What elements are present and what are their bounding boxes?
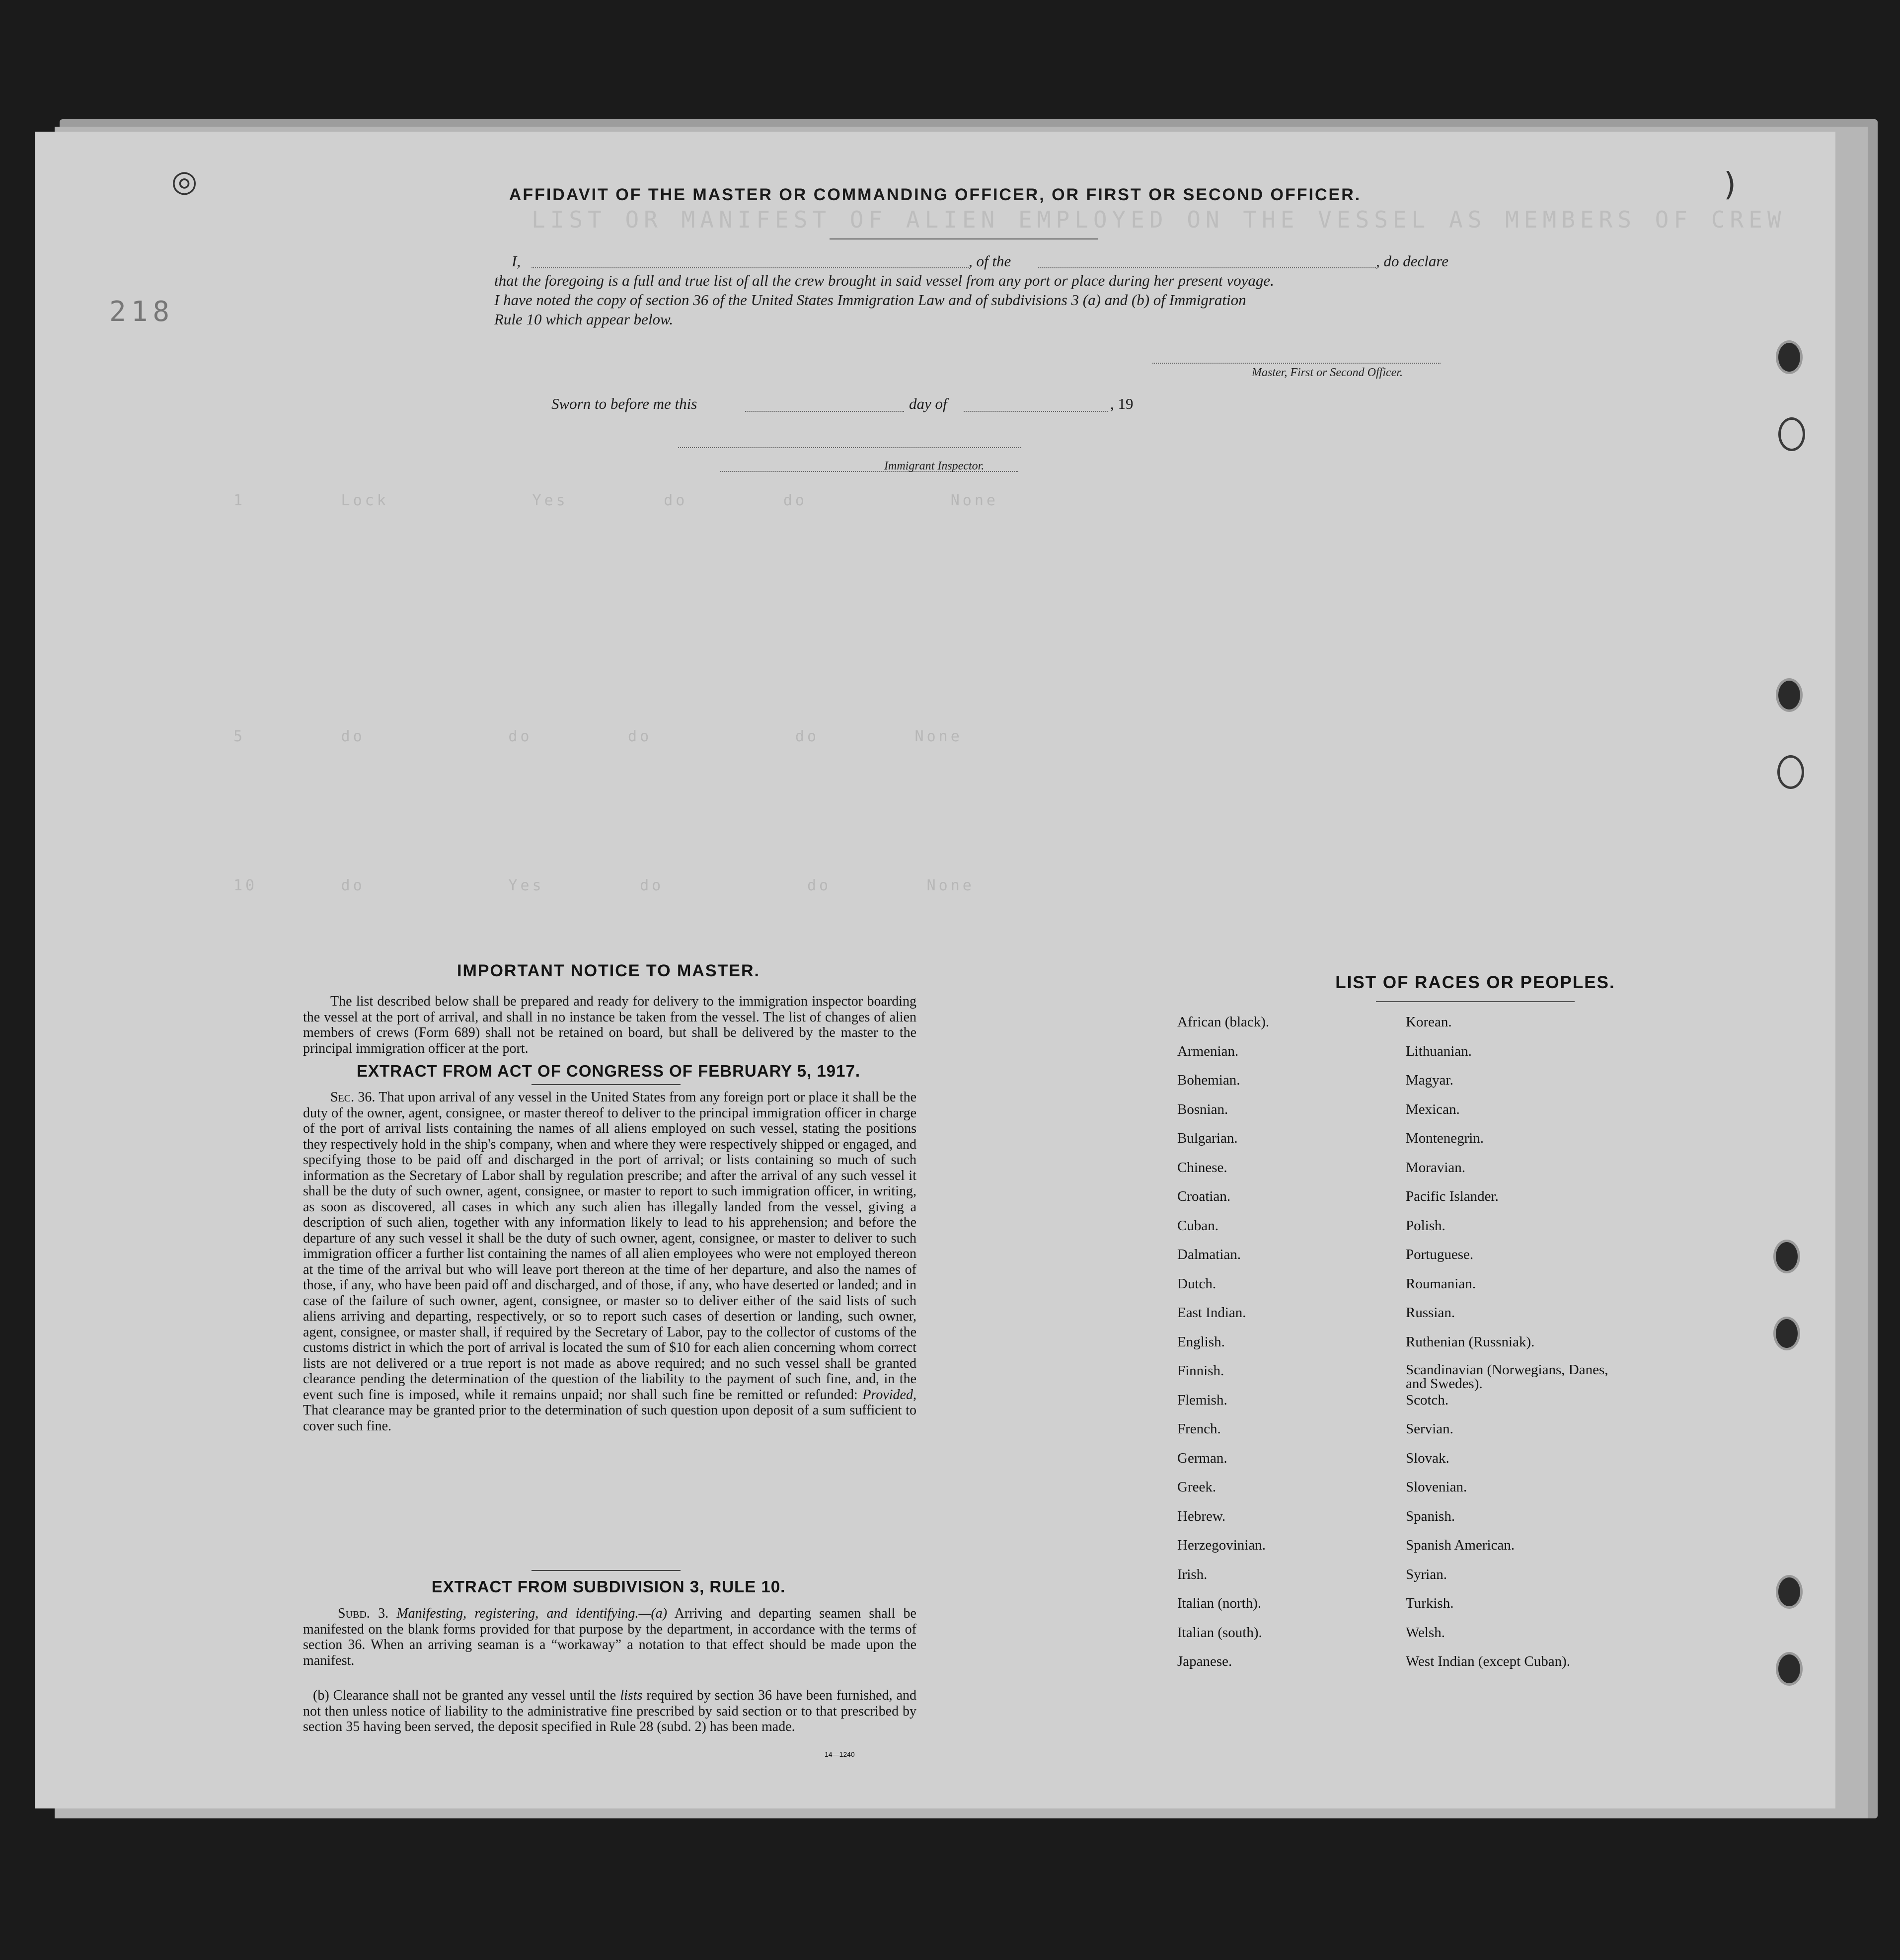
subd-a-text: Arriving and departing seamen shall be manifested on the blank forms provided for that purpose by the department, in accordance with the terms of section 36. When an arriving seaman is a “workaway” a notation to that effect should be made upon the manifest.: [303, 1606, 916, 1668]
race-item: Cuban.: [1177, 1217, 1218, 1234]
rule-title: EXTRACT FROM SUBDIVISION 3, RULE 10.: [431, 1577, 786, 1596]
bleed-through-row: 1 Lock Yes do do None: [233, 492, 998, 509]
race-item: Polish.: [1406, 1217, 1445, 1234]
paren-mark-icon: ): [1724, 166, 1736, 203]
affidavit-title: AFFIDAVIT OF THE MASTER OR COMMANDING OFFICER, OR FIRST OR SECOND OFFICER.: [509, 185, 1362, 204]
punch-ring-icon: ◎: [171, 164, 198, 199]
subd-label: Subd. 3.: [338, 1606, 389, 1621]
race-item: Russian.: [1406, 1305, 1455, 1321]
sec-36-text-b: That clearance may be granted prior to the determination of such question upon deposit of a sum sufficient to cover such fine.: [303, 1403, 916, 1434]
vessel-blank-line: [1038, 267, 1376, 268]
race-item: Scotch.: [1406, 1392, 1449, 1408]
inspector-label: Immigrant Inspector.: [884, 460, 985, 472]
master-signature-line: [1152, 363, 1441, 364]
race-item: Portuguese.: [1406, 1247, 1474, 1262]
subd-b-text: required by section 36 have been furnished, and not then unless notice of liability to the administrative fine prescribed by said section or to that prescribed by section 35 having been served, the deposit specified in Rule 28 (subd. 2) has been made.: [303, 1688, 917, 1734]
race-item: German.: [1177, 1450, 1227, 1466]
subd-b-prefix: (b) Clearance shall not be granted any vessel until the: [313, 1688, 616, 1703]
inspector-signature-line: [678, 447, 1021, 448]
act-section-36: [303, 1090, 916, 1434]
race-item: Chinese.: [1177, 1159, 1227, 1176]
master-signature-label: Master, First or Second Officer.: [1252, 366, 1403, 379]
subd-title: Manifesting, registering, and identifying.: [396, 1606, 639, 1621]
bleed-through-row: 10 do Yes do do None: [233, 877, 975, 894]
binder-hole: [1773, 1240, 1800, 1273]
race-item: Montenegrin.: [1406, 1130, 1484, 1146]
stamp-number: 218: [109, 296, 175, 328]
race-item: East Indian.: [1177, 1305, 1246, 1321]
race-item: Armenian.: [1177, 1043, 1239, 1059]
race-item: Italian (south).: [1177, 1624, 1262, 1641]
race-item: Moravian.: [1406, 1159, 1465, 1176]
notice-title: IMPORTANT NOTICE TO MASTER.: [457, 961, 760, 980]
races-left-column: [1177, 1014, 1269, 1683]
subd-3-b: [303, 1688, 916, 1735]
subd-3-a: [303, 1606, 916, 1668]
binder-hole: [1776, 1652, 1803, 1686]
subd-a-prefix: —(a): [638, 1606, 668, 1621]
binder-hole: [1778, 417, 1805, 451]
race-item: African (black).: [1177, 1014, 1270, 1030]
race-item: Magyar.: [1406, 1072, 1453, 1088]
race-item: English.: [1177, 1333, 1225, 1350]
race-item: Bohemian.: [1177, 1072, 1240, 1088]
affidavit-line-3: I have noted the copy of section 36 of the United States Immigration Law and of subdivisions 3 (a) and (b) of Immigration: [494, 291, 1246, 309]
section-rule: [532, 1084, 681, 1085]
race-item: Syrian.: [1406, 1566, 1447, 1582]
race-item: Hebrew.: [1177, 1508, 1226, 1524]
race-item: Mexican.: [1406, 1101, 1460, 1117]
sec-36-label: Sec. 36.: [330, 1090, 376, 1105]
race-item: French.: [1177, 1421, 1221, 1437]
race-item: Turkish.: [1406, 1595, 1454, 1611]
section-rule: [532, 1570, 681, 1571]
affidavit-line-4: Rule 10 which appear below.: [494, 311, 674, 328]
race-item: Irish.: [1177, 1566, 1208, 1582]
race-item: Slovak.: [1406, 1450, 1449, 1466]
races-title: LIST OF RACES OR PEOPLES.: [1335, 973, 1615, 992]
affidavit-i: I,: [512, 252, 521, 270]
form-number: 14—1240: [825, 1750, 855, 1758]
sworn-day-line: [745, 411, 904, 412]
race-item: Dutch.: [1177, 1275, 1216, 1292]
provided-text: Provided,: [862, 1387, 916, 1403]
race-item: West Indian (except Cuban).: [1406, 1653, 1571, 1669]
race-item: Slovenian.: [1406, 1479, 1467, 1495]
race-item: Scandinavian (Norwegians, Danes, and Swedes).: [1406, 1362, 1608, 1392]
affidavit-of-the: , of the: [969, 252, 1011, 270]
year-prefix: , 19: [1110, 395, 1134, 412]
race-item: Lithuanian.: [1406, 1043, 1472, 1059]
notice-text: The list described below shall be prepared and ready for delivery to the immigration inspector boarding the vessel at the port of arrival, and shall in no instance be taken from the vessel. The list of changes of alien members of crews (Form 689) shall not be retained on board, but shall be delivered by the master to the principal immigration officer at the port.: [303, 994, 916, 1056]
binder-hole: [1777, 755, 1804, 789]
race-item: Korean.: [1406, 1014, 1452, 1030]
race-item: Herzegovinian.: [1177, 1537, 1266, 1553]
races-title-rule: [1376, 1001, 1575, 1002]
sworn-month-line: [964, 411, 1108, 412]
race-item: Pacific Islander.: [1406, 1188, 1499, 1204]
affidavit-line-2: that the foregoing is a full and true list of all the crew brought in said vessel from any port or place during her present voyage.: [494, 272, 1274, 289]
binder-hole: [1776, 678, 1803, 712]
race-item: Roumanian.: [1406, 1275, 1476, 1292]
race-item: Welsh.: [1406, 1624, 1445, 1641]
day-of-text: day of: [909, 395, 947, 412]
race-item: Flemish.: [1177, 1392, 1227, 1408]
race-item: Bulgarian.: [1177, 1130, 1238, 1146]
title-rule: [830, 238, 1098, 239]
race-item: Finnish.: [1177, 1363, 1224, 1379]
sworn-text: Sworn to before me this: [551, 395, 697, 412]
race-item: Dalmatian.: [1177, 1247, 1241, 1262]
bleed-through-header: LIST OR MANIFEST OF ALIEN EMPLOYED ON THE VESSEL AS MEMBERS OF CREW: [532, 206, 1786, 233]
subd-b-lists: lists: [620, 1688, 643, 1703]
race-item: Greek.: [1177, 1479, 1216, 1495]
binder-hole: [1776, 1575, 1803, 1609]
name-blank-line: [532, 267, 969, 268]
race-item: Spanish American.: [1406, 1537, 1515, 1553]
bleed-through-row: 5 do do do do None: [233, 728, 963, 745]
affidavit-do-declare: , do declare: [1376, 252, 1449, 270]
race-item: Croatian.: [1177, 1188, 1231, 1204]
act-title: EXTRACT FROM ACT OF CONGRESS OF FEBRUARY 5, 1917.: [356, 1062, 861, 1080]
binder-hole: [1773, 1317, 1800, 1350]
race-item: Italian (north).: [1177, 1595, 1262, 1611]
binder-hole: [1776, 340, 1803, 374]
races-right-column: [1406, 1014, 1624, 1683]
race-item: Ruthenian (Russniak).: [1406, 1333, 1535, 1350]
race-item: Spanish.: [1406, 1508, 1455, 1524]
sec-36-text: That upon arrival of any vessel in the United States from any foreign port or place it shall be the duty of the owner, agent, consignee, or master thereof to deliver to the principal immigration officer in charge of the port of arrival lists containing the names of all aliens employed on such vessel, stating the positions they respectively hold in the ship's company, when and where they were respectively shipped or engaged, and specifying those to be paid off and discharged in the port of arrival; or lists containing so much of such information as the Secretary of Labor shall by regulation prescribe; and after the arrival of any such vessel it shall be the duty of such owner, agent, consignee, or master to report to such immigration officer, in writing, as soon as discovered, all cases in which any such alien has illegally landed from the vessel, giving a description of such alien, together with any information likely to lead to his apprehension; and before the departure of any such vessel it shall be the duty of such owner, agent, consignee, or master to deliver to such immigration officer a further list containing the names of all alien employees who were not employed thereon at the time of the arrival but who will leave port thereon at the time of her departure, and also the names of those, if any, who have been paid off and discharged, and of those, if any, who have deserted or landed; and in case of the failure of such owner, agent, consignee, or master so to deliver either of the said lists of such aliens arriving and departing, respectively, or so to report such cases of desertion or landing, such owner, agent, consignee, or master shall, if required by the Secretary of Labor, pay to the collector of customs of the customs district in which the port of arrival is located the sum of $10 for each alien concerning whom correct lists are not delivered or a true report is not made as above required; and no such vessel shall be granted clearance pending the determination of the question of the liability to the payment of such fine, and, in the event such fine is imposed, while it remains unpaid; nor shall such fine be remitted or refunded:: [303, 1090, 916, 1403]
race-item: Japanese.: [1177, 1653, 1232, 1669]
race-item: Bosnian.: [1177, 1101, 1228, 1117]
document-page: [35, 132, 1835, 1808]
race-item: Servian.: [1406, 1421, 1453, 1437]
